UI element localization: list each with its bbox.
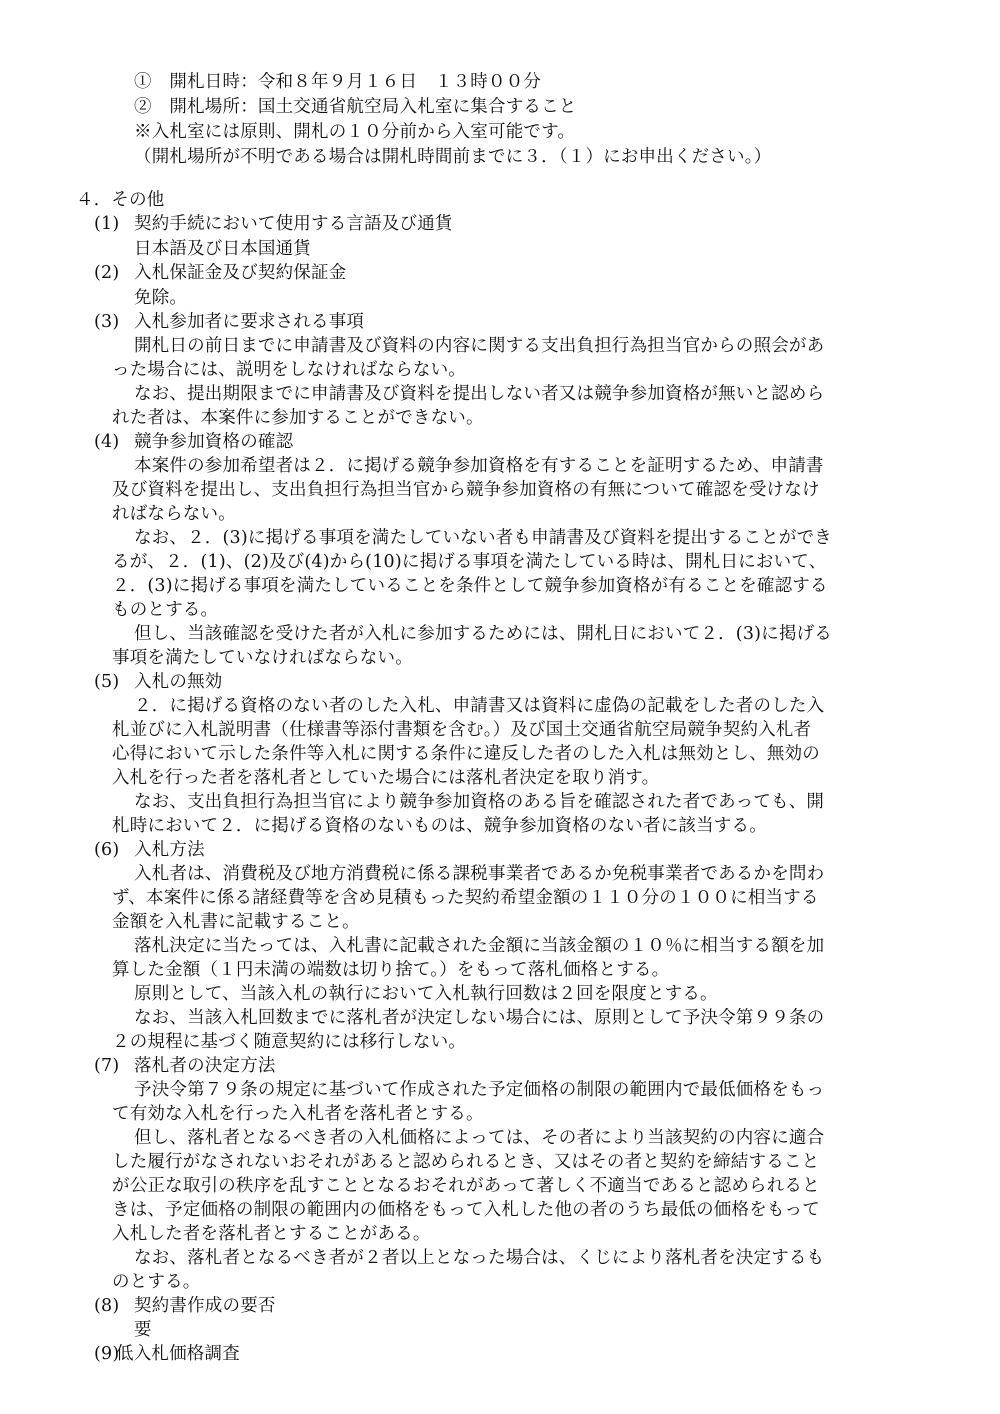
item-line: 落札決定に当たっては、入札書に記載された金額に当該金額の１０％に相当する額を加 — [134, 936, 825, 956]
item-number: (7) — [94, 1056, 120, 1076]
item-line: 本案件の参加希望者は２．に掲げる競争参加資格を有することを証明するため、申請書 — [134, 456, 824, 476]
item-line: ればならない。 — [112, 504, 236, 524]
item-line: 入札した者を落札者とすることがある。 — [112, 1224, 431, 1244]
item-number: (2) — [94, 263, 120, 283]
item-title: 競争参加資格の確認 — [134, 432, 294, 452]
item-line: ２．に掲げる資格のない者のした入札、申請書又は資料に虚偽の記載をした者のした入 — [134, 696, 825, 716]
item-title: 入札の無効 — [134, 672, 223, 692]
item-line: なお、支出負担行為担当官により競争参加資格のある旨を確認された者であっても、開 — [134, 792, 825, 812]
item-line: きは、予定価格の制限の範囲内の価格をもって入札した他の者のうち最低の価格をもって — [112, 1200, 820, 1220]
item-number: (8) — [94, 1296, 120, 1316]
item-line: った場合には、説明をしなければならない。 — [112, 360, 466, 380]
item-line: ２．(3)に掲げる事項を満たしていることを条件として競争参加資格が有ることを確認する — [112, 576, 828, 596]
item-line: なお、２．(3)に掲げる事項を満たしていない者も申請書及び資料を提出することができ — [134, 528, 832, 548]
item-number: (5) — [94, 672, 120, 692]
inquiry-note: （開札場所が不明である場合は開札時間前までに３．（１）にお申出ください。） — [134, 147, 772, 167]
item-number: (3) — [94, 312, 120, 332]
item-line: 事項を満たしていなければならない。 — [112, 648, 413, 668]
item-number: (1) — [94, 214, 120, 234]
item-line: が公正な取引の秩序を乱すこととなるおそれがあって著しく不適当であると認められると — [112, 1176, 820, 1196]
item-title: 低入札価格調査 — [116, 1344, 240, 1364]
item-line: るが、２．(1)、(2)及び(4)から(10)に掲げる事項を満たしている時は、開札日において、 — [112, 552, 827, 572]
item-line: れた者は、本案件に参加することができない。 — [112, 408, 484, 428]
item-line: 札並びに入札説明書（仕様書等添付書類を含む。）及び国土交通省航空局競争契約入札者 — [112, 720, 812, 740]
item-title: 入札参加者に要求される事項 — [134, 312, 365, 332]
item-line: 但し、当該確認を受けた者が入札に参加するためには、開札日において２．(3)に掲げる — [134, 624, 832, 644]
item-line: 免除。 — [134, 288, 188, 308]
item-line: した履行がなされないおそれがあると認められるとき、又はその者と契約を締結すること — [112, 1152, 820, 1172]
item-line: 金額を入札書に記載すること。 — [112, 912, 360, 932]
item-line: のとする。 — [112, 1272, 201, 1292]
item-line: 入札者は、消費税及び地方消費税に係る課税事業者であるか免税事業者であるかを問わ — [134, 864, 825, 884]
opening-date-line: ① 開札日時：令和８年９月１６日 １３時００分 — [134, 72, 542, 92]
entry-note: ※入札室には原則、開札の１０分前から入室可能です。 — [134, 122, 576, 142]
item-line: 要 — [134, 1320, 152, 1340]
item-line: 開札日の前日までに申請書及び資料の内容に関する支出負担行為担当官からの照会があ — [134, 336, 825, 356]
item-title: 契約手続において使用する言語及び通貨 — [134, 214, 453, 234]
item-number: (6) — [94, 840, 120, 860]
item-line: 入札を行った者を落札者としていた場合には落札者決定を取り消す。 — [112, 768, 660, 788]
item-number: (4) — [94, 432, 120, 452]
item-line: なお、当該入札回数までに落札者が決定しない場合には、原則として予決令第９９条の — [134, 1008, 825, 1028]
item-line: 但し、落札者となるべき者の入札価格によっては、その者により当該契約の内容に適合 — [134, 1128, 825, 1148]
item-line: て有効な入札を行った入札者を落札者とする。 — [112, 1104, 484, 1124]
item-line: 及び資料を提出し、支出負担行為担当官から競争参加資格の有無について確認を受けなけ — [112, 480, 820, 500]
item-title: 契約書作成の要否 — [134, 1296, 276, 1316]
item-title: 落札者の決定方法 — [134, 1056, 276, 1076]
section-heading: ４．その他 — [76, 190, 165, 210]
item-line: 算した金額（１円未満の端数は切り捨て。）をもって落札価格とする。 — [112, 960, 670, 980]
item-line: 原則として、当該入札の執行において入札執行回数は２回を限度とする。 — [134, 984, 718, 1004]
item-line: なお、落札者となるべき者が２者以上となった場合は、くじにより落札者を決定するも — [134, 1248, 825, 1268]
item-title: 入札保証金及び契約保証金 — [134, 263, 347, 283]
item-title: 入札方法 — [134, 840, 205, 860]
opening-place-line: ② 開札場所：国土交通省航空局入札室に集合すること — [134, 97, 577, 117]
item-line: ず、本案件に係る諸経費等を含め見積もった契約希望金額の１１０分の１００に相当する — [112, 888, 819, 908]
item-line: ものとする。 — [112, 600, 219, 620]
item-line: 予決令第７９条の規定に基づいて作成された予定価格の制限の範囲内で最低価格をもっ — [134, 1080, 825, 1100]
item-line: 日本語及び日本国通貨 — [134, 239, 311, 259]
item-line: 札時において２．に掲げる資格のないものは、競争参加資格のない者に該当する。 — [112, 816, 767, 836]
item-line: 心得において示した条件等入札に関する条件に違反した者のした入札は無効とし、無効の — [112, 744, 820, 764]
item-line: ２の規程に基づく随意契約には移行しない。 — [112, 1032, 466, 1052]
item-number: (9) — [94, 1344, 120, 1364]
item-line: なお、提出期限までに申請書及び資料を提出しない者又は競争参加資格が無いと認めら — [134, 384, 825, 404]
